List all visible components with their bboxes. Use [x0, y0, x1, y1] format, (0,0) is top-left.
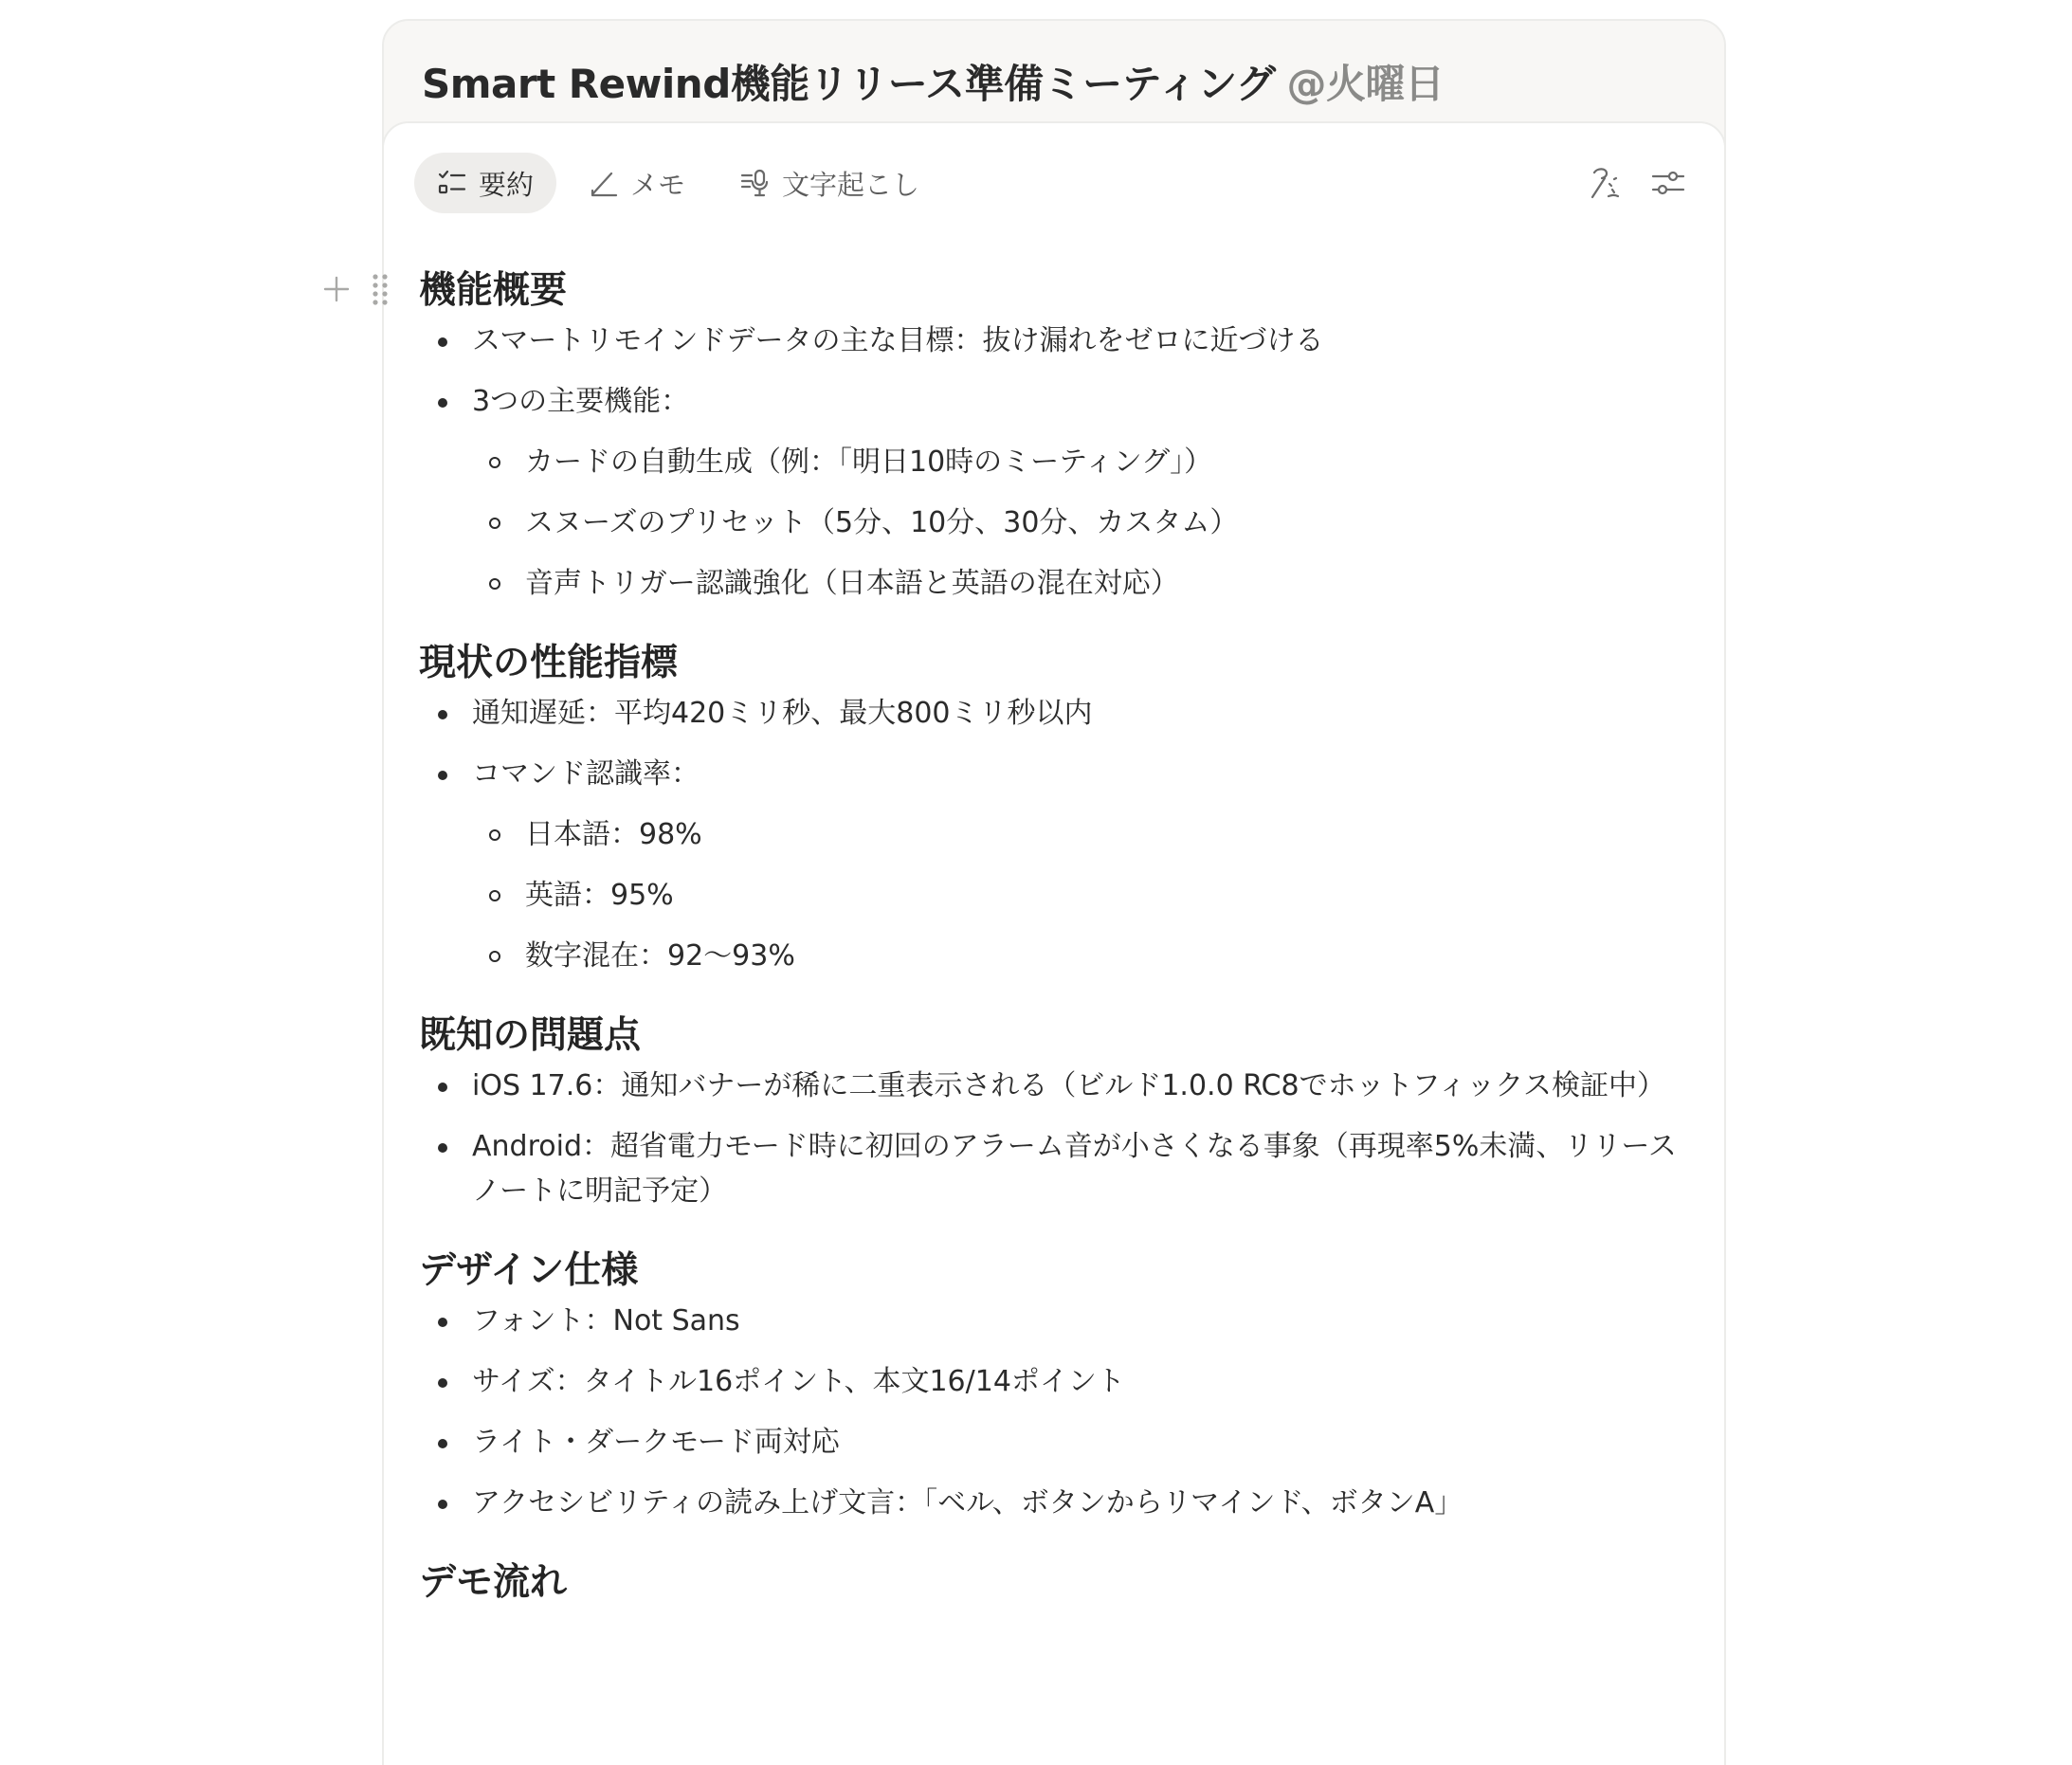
view-tabs: [414, 152, 942, 214]
list-item-text: サイズ：タイトル16ポイント、本文16/14ポイント: [472, 1365, 1125, 1398]
tab-summary-label: 要約: [479, 168, 535, 201]
tab-transcript[interactable]: [718, 153, 942, 213]
list-item-text: iOS 17.6：通知バナーが稀に二重表示される（ビルド1.0.0 RC8でホットフィックス検証中）: [472, 1069, 1665, 1102]
sub-list-item[interactable]: スヌーズのプリセット（5分、10分、30分、カスタム）: [472, 500, 1699, 545]
section-heading[interactable]: デザイン仕様: [419, 1249, 639, 1292]
list-item[interactable]: [419, 1359, 1699, 1404]
list-item[interactable]: [419, 691, 1699, 736]
summary-document[interactable]: [419, 264, 1699, 1610]
block-controls: [322, 273, 389, 305]
settings-sliders-button[interactable]: [1650, 165, 1686, 201]
drag-handle-icon[interactable]: [372, 273, 389, 305]
date-mention[interactable]: @火曜日: [1286, 61, 1445, 107]
list-item-text: コマンド認識率：: [472, 757, 700, 791]
list-item[interactable]: [419, 1481, 1699, 1525]
sliders-icon: [1650, 165, 1686, 201]
list-item-text: ライト・ダークモード両対応: [472, 1426, 840, 1459]
bullet-list: [419, 318, 1699, 606]
list-item-text: アクセシビリティの読み上げ文言：「ベル、ボタンからリマインド、ボタンA」: [472, 1486, 1463, 1519]
section-heading[interactable]: 現状の性能指標: [419, 642, 679, 684]
sub-list-item[interactable]: 数字混在：92〜93%: [472, 934, 1699, 978]
tab-memo[interactable]: [566, 153, 708, 213]
note-title-row[interactable]: [422, 44, 1444, 119]
section-heading[interactable]: 既知の問題点: [419, 1014, 642, 1057]
list-item[interactable]: [419, 752, 1699, 978]
list-item-text: Android：超省電力モード時に初回のアラーム音が小さくなる事象（再現率5%未満、リリースノートに明記予定）: [472, 1130, 1677, 1208]
sub-list-item[interactable]: 日本語：98%: [472, 812, 1699, 857]
bullet-list: [419, 691, 1699, 978]
tab-memo-label: メモ: [630, 168, 686, 201]
sub-list-item[interactable]: カードの自動生成（例：「明日10時のミーティング」）: [472, 440, 1699, 484]
sub-bullet-list: [472, 440, 1699, 606]
plus-icon[interactable]: [322, 275, 351, 303]
toolbar: [1586, 165, 1686, 201]
section-heading[interactable]: 機能概要: [419, 269, 568, 312]
list-item[interactable]: [419, 379, 1699, 606]
list-item[interactable]: [419, 1124, 1699, 1213]
list-item[interactable]: [419, 1064, 1699, 1108]
tab-transcript-label: 文字起こし: [782, 168, 920, 201]
list-item-text: スマートリモインドデータの主な目標：抜け漏れをゼロに近づける: [472, 324, 1324, 357]
list-item-text: 通知遅延：平均420ミリ秒、最大800ミリ秒以内: [472, 697, 1093, 730]
tab-summary[interactable]: [414, 153, 556, 213]
bullet-list: [419, 1064, 1699, 1213]
mic-lines-icon: [740, 168, 771, 198]
sub-list-item[interactable]: 英語：95%: [472, 873, 1699, 918]
list-item[interactable]: [419, 1299, 1699, 1343]
list-item[interactable]: [419, 318, 1699, 363]
list-item[interactable]: [419, 1420, 1699, 1465]
section-heading[interactable]: デモ流れ: [419, 1561, 568, 1604]
sub-bullet-list: [472, 812, 1699, 978]
list-item-text: 3つの主要機能：: [472, 385, 690, 418]
checklist-icon: [437, 168, 467, 198]
magic-wand-button[interactable]: [1586, 165, 1622, 201]
sub-list-item[interactable]: 音声トリガー認識強化（日本語と英語の混在対応）: [472, 561, 1699, 606]
note-title[interactable]: Smart Rewind機能リリース準備ミーティング: [422, 61, 1276, 107]
list-item-text: フォント：Not Sans: [472, 1304, 740, 1337]
magic-wand-icon: [1586, 165, 1622, 201]
bullet-list: [419, 1299, 1699, 1525]
pencil-icon: [589, 168, 619, 198]
